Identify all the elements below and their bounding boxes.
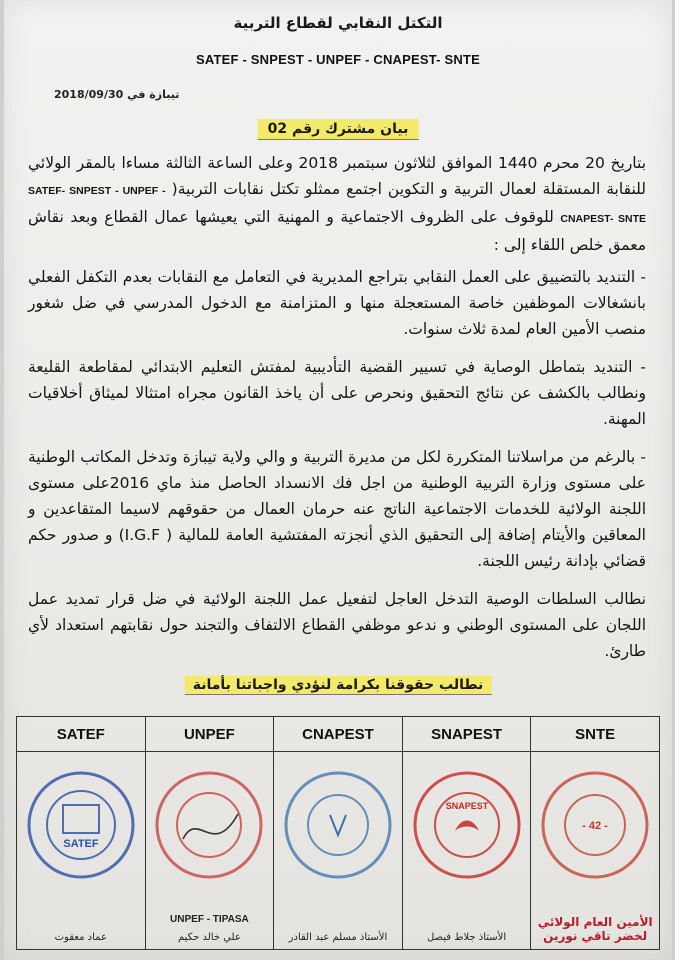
paragraph-point-1: - التنديد بالتضييق على العمل النقابي بتراجع المديرية في التعامل مع النقابات بعدم التكفل الفعلي بانشغالات الموظفين خاصة المستعجلة منها و المتزامنة مع الدخول المدرسي في ضل شغور منصب الأمين العام لمدة ثلاث سنوات. [28, 268, 646, 338]
signature-table [16, 716, 660, 950]
union-name: CNAPEST [274, 717, 402, 752]
signature-cell-snapest [403, 717, 532, 949]
union-stamp-icon [411, 769, 523, 881]
intro-line-1: بتاريخ 20 محرم 1440 الموافق لثلاثون سبتمبر 2018 وعلى الساعة الثالثة مساءا بالمقر الولائي للنقابة [28, 154, 647, 198]
slogan: نطالب حقوقنا بكرامة لنؤدي واجباتنا بأمانة [185, 676, 492, 695]
union-stamp-icon [539, 769, 651, 881]
intro-unions: SATEF- SNPEST - UNPEF - CNAPEST- SNTE [28, 185, 646, 225]
statement-body [28, 150, 646, 676]
union-name: SNAPEST [403, 717, 531, 752]
statement-title: بيان مشترك رقم 02 [258, 119, 419, 140]
document-page [4, 0, 672, 960]
document-date: تيبازة في 2018/09/30 [54, 88, 180, 101]
union-name: UNPEF [146, 717, 274, 752]
signatory-name: الأمين العام الولائي لخضر تاقي نورين [537, 915, 653, 943]
document-title: التكتل النقابي لقطاع التربية [233, 14, 443, 32]
signatory-name: عماد معقوت [54, 932, 107, 943]
signature-cell-unpef [146, 717, 275, 949]
union-name: SATEF [17, 717, 145, 752]
unions-line: SATEF - SNPEST - UNPEF - CNAPEST- SNTE [196, 52, 480, 67]
stamp-text: SATEF [63, 838, 99, 850]
paragraph-demand: نطالب السلطات الوصية التدخل العاجل لتفعيل عمل اللجنة الولائية في ضل قرار تمديد عمل اللجان على المستوى الوطني و ندعو موظفي القطاع الالتفاف والتجند حول نقابتهم استعداد لأي طارئ. [28, 590, 646, 660]
signatory-name: الأستاذ مسلم عبد القادر [288, 932, 388, 943]
intro-line-3: للوقوف على الظروف الاجتماعية و المهنية التي يعيشها عمال القطاع وبعد نقاش معمق خلص اللقاء إلى : [28, 208, 646, 254]
signatory-name: الأستاذ جلاط فيصل [426, 932, 507, 943]
union-name: SNTE [531, 717, 659, 752]
union-stamp-icon [153, 769, 265, 881]
signatory-name: علي خالد حكيم [177, 932, 241, 943]
paragraph-point-2: - التنديد بتماطل الوصاية في تسيير القضية التأديبية لمفتش التعليم الابتدائي لمقاطعة القليعة ونطالب بالكشف عن نتائج التحقيق ونحرص على أن ياخذ القانون مجراه امتثالا لميثاق أخلاقيات المهنة. [28, 358, 646, 428]
intro-line-2: المستقلة لعمال التربية و التكوين اجتمع ممثلو تكتل نقابات التربية( [171, 180, 601, 198]
stamp-caption: UNPEF - TIPASA [170, 914, 249, 925]
signature-cell-satef [17, 717, 146, 949]
stamp-text: - 42 - [582, 820, 609, 832]
union-stamp-icon [25, 769, 137, 881]
union-stamp-icon [282, 769, 394, 881]
signature-cell-snte [531, 717, 659, 949]
paragraph-intro [28, 150, 646, 258]
stamp-text: SNAPEST [445, 801, 488, 811]
signature-cell-cnapest [274, 717, 403, 949]
paragraph-point-3: - بالرغم من مراسلاتنا المتكررة لكل من مديرة التربية و والي ولاية تيبازة وتدخل المكاتب الوطنية على مستوى وزارة التربية الوطنية من اجل فك الانسداد الحاصل منذ ماي 2016على مستوى اللجنة الولائية للخدمات الاجتماعية الناتج عنه حرمان العمال من حقوقهم لاسيما المتقاعدين و المعاقين والأيتام إضافة إلى التحقيق الذي أنجزته المفتشية العامة للمالية ( I.G.F) و صدور حكم قضائي بإدانة رئيس اللجنة. [28, 448, 646, 570]
